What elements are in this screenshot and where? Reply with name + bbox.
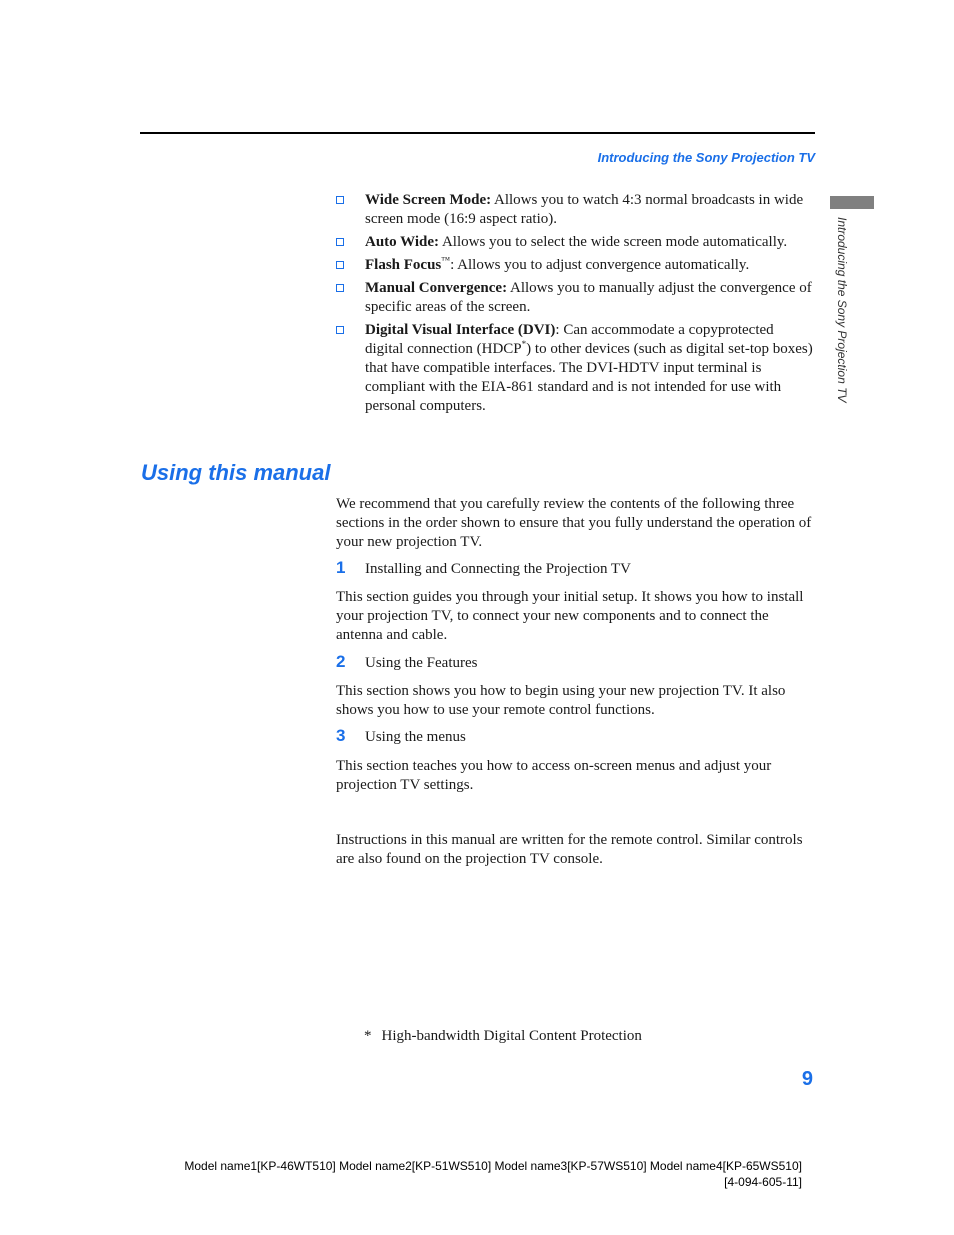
section-heading: Using this manual [141, 460, 331, 485]
checkbox-bullet-icon [336, 284, 344, 292]
footnote-text: High-bandwidth Digital Content Protection [381, 1028, 642, 1044]
feature-text: : Allows you to adjust convergence automatically. [450, 257, 750, 273]
feature-term: Flash Focus [365, 257, 442, 273]
step-description: This section guides you through your initial setup. It shows you how to install your projection TV, to connect your new components and to connect the antenna and cable. [336, 589, 804, 643]
running-header: Introducing the Sony Projection TV [597, 150, 815, 165]
feature-term: Wide Screen Mode: [365, 192, 492, 208]
feature-text: Allows you to manually adjust the convergence of specific areas of the screen. [365, 280, 812, 315]
footnote-mark: * [364, 1028, 372, 1044]
feature-list [336, 191, 814, 420]
step-number: 2 [336, 652, 346, 671]
step-number: 3 [336, 726, 346, 745]
step-number: 1 [336, 558, 346, 577]
feature-term: Digital Visual Interface (DVI) [365, 322, 556, 338]
checkbox-bullet-icon [336, 196, 344, 204]
feature-text: : Can accommodate a copyprotected digital connection (HDCP [365, 322, 774, 357]
instructions-paragraph: Instructions in this manual are written for the remote control. Similar controls are also found on the projection TV console. [336, 832, 803, 867]
feature-text: Allows you to watch 4:3 normal broadcasts in wide screen mode (16:9 aspect ratio). [365, 192, 804, 227]
footnote-marker: * [521, 339, 527, 349]
feature-item [336, 321, 814, 416]
header-rule [140, 132, 815, 134]
checkbox-bullet-icon [336, 261, 344, 269]
page-number: 9 [801, 1068, 813, 1090]
feature-item [336, 191, 814, 229]
checkbox-bullet-icon [336, 326, 344, 334]
feature-item [336, 256, 814, 275]
feature-term: Manual Convergence: [365, 280, 508, 296]
trademark-symbol: ™ [441, 255, 451, 265]
intro-paragraph: We recommend that you carefully review the contents of the following three sections in the order shown to ensure that you fully understand the operation of your new projection TV. [336, 496, 812, 550]
step-description: This section shows you how to begin using your new projection TV. It also shows you how to use your remote control functions. [336, 683, 786, 718]
step-description: This section teaches you how to access on-screen menus and adjust your projection TV settings. [336, 758, 772, 793]
step-title: Using the Features [365, 655, 478, 671]
feature-text: Allows you to select the wide screen mode automatically. [439, 234, 788, 250]
feature-item [336, 233, 814, 252]
feature-item [336, 279, 814, 317]
footer-code: [4-094-605-11] [724, 1175, 802, 1189]
step-title: Installing and Connecting the Projection TV [365, 561, 631, 577]
side-tab-text: Introducing the Sony Projection TV [835, 217, 849, 403]
footer-models: Model name1[KP-46WT510] Model name2[KP-51WS510] Model name3[KP-57WS510] Model name4[KP-65WS510] [184, 1159, 802, 1173]
checkbox-bullet-icon [336, 238, 344, 246]
side-tab-marker [830, 196, 874, 209]
step-title: Using the menus [365, 729, 466, 745]
feature-term: Auto Wide: [365, 234, 440, 250]
footnote [364, 1028, 642, 1045]
feature-text-cont: ) to other devices (such as digital set-top boxes) that have compatible interfaces. The DVI-HDTV input terminal is compliant with the EIA-861 standard and is not intended for use with personal computers. [365, 341, 813, 414]
